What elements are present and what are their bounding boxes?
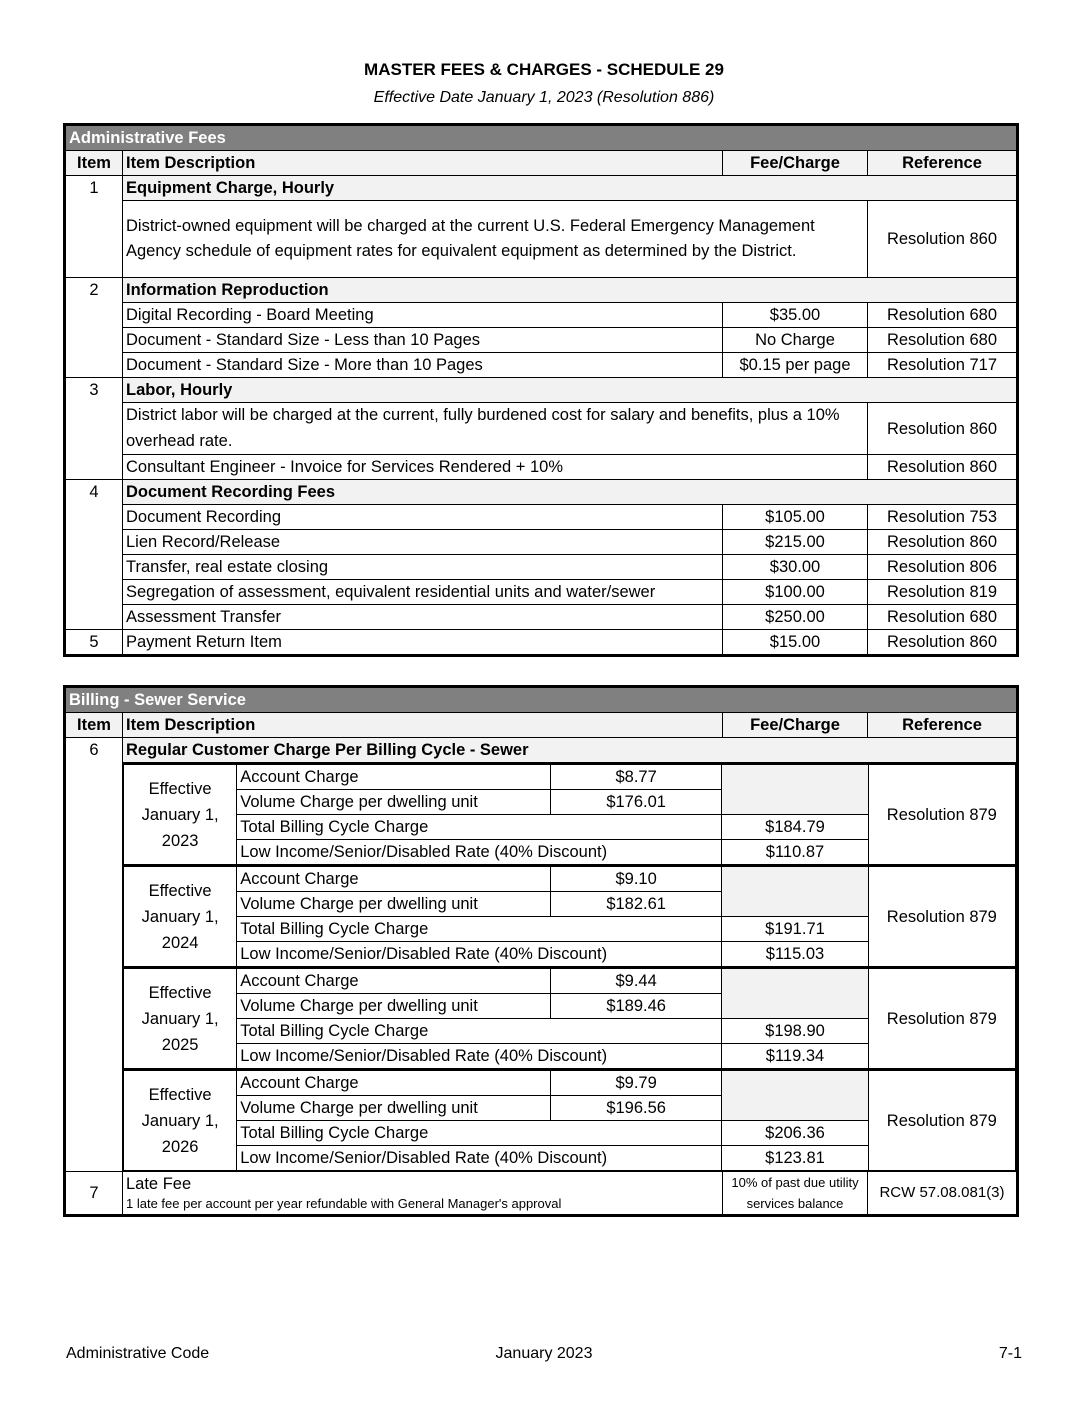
late-fee-note: 1 late fee per account per year refundable with General Manager's approval <box>126 1196 562 1211</box>
row-description: Payment Return Item <box>123 630 723 656</box>
column-header-item: Item <box>65 713 123 738</box>
page-subtitle: Effective Date January 1, 2023 (Resolution 886) <box>373 89 715 106</box>
group-title: Labor, Hourly <box>123 378 1018 403</box>
column-header-reference: Reference <box>868 713 1018 738</box>
fee-cell: $30.00 <box>723 555 868 580</box>
row-description: Document - Standard Size - Less than 10 Pages <box>123 328 723 353</box>
low-income-rate-label: Low Income/Senior/Disabled Rate (40% Discount) <box>237 840 722 866</box>
reference-cell: Resolution 860 <box>868 455 1018 480</box>
column-header-fee: Fee/Charge <box>723 713 868 738</box>
account-charge-label: Account Charge <box>237 764 551 790</box>
volume-charge-label: Volume Charge per dwelling unit <box>237 1096 551 1121</box>
reference-cell: Resolution 860 <box>868 403 1018 455</box>
fee-cell: $250.00 <box>723 605 868 630</box>
row-description: Digital Recording - Board Meeting <box>123 303 723 328</box>
effective-date: Effective January 1, 2026 <box>124 1070 237 1171</box>
total-charge-value: $191.71 <box>722 917 868 942</box>
item-number: 7 <box>65 1172 123 1216</box>
item-number: 5 <box>65 630 123 656</box>
page-title: MASTER FEES & CHARGES - SCHEDULE 29 <box>364 60 724 79</box>
volume-charge-label: Volume Charge per dwelling unit <box>237 994 551 1019</box>
footer-center: January 2023 <box>495 1345 593 1362</box>
fee-cell: $105.00 <box>723 505 868 530</box>
late-fee-title: Late Fee <box>126 1175 192 1193</box>
reference-cell: Resolution 806 <box>868 555 1018 580</box>
row-description: Lien Record/Release <box>123 530 723 555</box>
volume-charge-label: Volume Charge per dwelling unit <box>237 790 551 815</box>
effective-date: Effective January 1, 2023 <box>124 764 237 866</box>
total-charge-label: Total Billing Cycle Charge <box>237 917 722 942</box>
reference-cell: Resolution 879 <box>868 968 1015 1070</box>
account-charge-label: Account Charge <box>237 968 551 994</box>
administrative-fees-table <box>63 123 1019 657</box>
group-title: Regular Customer Charge Per Billing Cycle - Sewer <box>123 738 1018 763</box>
low-income-rate-value: $115.03 <box>722 942 868 968</box>
low-income-rate-label: Low Income/Senior/Disabled Rate (40% Discount) <box>237 1146 722 1171</box>
column-header-description: Item Description <box>123 713 723 738</box>
total-charge-value: $206.36 <box>722 1121 868 1146</box>
reference-cell: Resolution 753 <box>868 505 1018 530</box>
row-description: Document - Standard Size - More than 10 Pages <box>123 353 723 378</box>
total-charge-value: $184.79 <box>722 815 868 840</box>
reference-cell: Resolution 680 <box>868 303 1018 328</box>
reference-cell: Resolution 879 <box>868 764 1015 866</box>
fee-cell: 10% of past due utility services balance <box>723 1172 868 1216</box>
group-text: District-owned equipment will be charged at the current U.S. Federal Emergency Management Agency schedule of equipment rates for equivalent equipment as determined by the District. <box>123 201 868 278</box>
item-number: 4 <box>65 480 123 505</box>
item-number: 2 <box>65 278 123 303</box>
reference-cell: Resolution 860 <box>868 630 1018 656</box>
row-description: Document Recording <box>123 505 723 530</box>
low-income-rate-value: $119.34 <box>722 1044 868 1070</box>
group-title: Information Reproduction <box>123 278 1018 303</box>
fee-cell: $15.00 <box>723 630 868 656</box>
reference-cell: Resolution 819 <box>868 580 1018 605</box>
item-number: 1 <box>65 176 123 201</box>
volume-charge-value: $182.61 <box>550 892 721 917</box>
column-header-description: Item Description <box>123 151 723 176</box>
total-charge-value: $198.90 <box>722 1019 868 1044</box>
fee-cell: $0.15 per page <box>723 353 868 378</box>
section-title-administrative: Administrative Fees <box>65 125 1018 151</box>
group-text: District labor will be charged at the current, fully burdened cost for salary and benefits, plus a 10% overhead rate. <box>123 403 868 455</box>
group-title: Document Recording Fees <box>123 480 1018 505</box>
footer-left: Administrative Code <box>66 1345 210 1362</box>
group-title: Equipment Charge, Hourly <box>123 176 1018 201</box>
item-number: 3 <box>65 378 123 403</box>
effective-date: Effective January 1, 2024 <box>124 866 237 968</box>
row-description: Assessment Transfer <box>123 605 723 630</box>
row-description: Transfer, real estate closing <box>123 555 723 580</box>
reference-cell: Resolution 879 <box>868 1070 1015 1171</box>
low-income-rate-value: $123.81 <box>722 1146 868 1171</box>
row-description: Segregation of assessment, equivalent residential units and water/sewer <box>123 580 723 605</box>
account-charge-label: Account Charge <box>237 866 551 892</box>
low-income-rate-label: Low Income/Senior/Disabled Rate (40% Discount) <box>237 1044 722 1070</box>
fee-cell: No Charge <box>723 328 868 353</box>
item-number: 6 <box>65 738 123 763</box>
account-charge-value: $9.44 <box>550 968 721 994</box>
row-description: Consultant Engineer - Invoice for Services Rendered + 10% <box>123 455 868 480</box>
column-header-fee: Fee/Charge <box>723 151 868 176</box>
low-income-rate-value: $110.87 <box>722 840 868 866</box>
fee-cell: $35.00 <box>723 303 868 328</box>
fee-cell: $215.00 <box>723 530 868 555</box>
reference-cell: Resolution 680 <box>868 605 1018 630</box>
low-income-rate-label: Low Income/Senior/Disabled Rate (40% Discount) <box>237 942 722 968</box>
account-charge-label: Account Charge <box>237 1070 551 1096</box>
reference-cell: Resolution 717 <box>868 353 1018 378</box>
reference-cell: Resolution 860 <box>868 201 1018 278</box>
total-charge-label: Total Billing Cycle Charge <box>237 815 722 840</box>
effective-date: Effective January 1, 2025 <box>124 968 237 1070</box>
volume-charge-value: $196.56 <box>550 1096 721 1121</box>
total-charge-label: Total Billing Cycle Charge <box>237 1019 722 1044</box>
reference-cell: Resolution 879 <box>868 866 1015 968</box>
volume-charge-value: $176.01 <box>550 790 721 815</box>
account-charge-value: $9.79 <box>550 1070 721 1096</box>
total-charge-label: Total Billing Cycle Charge <box>237 1121 722 1146</box>
volume-charge-value: $189.46 <box>550 994 721 1019</box>
billing-sewer-table <box>63 685 1019 1217</box>
footer-page-number: 7-1 <box>998 1345 1022 1362</box>
section-title-billing: Billing - Sewer Service <box>65 687 1018 713</box>
volume-charge-label: Volume Charge per dwelling unit <box>237 892 551 917</box>
rate-periods <box>123 763 1016 1171</box>
column-header-reference: Reference <box>868 151 1018 176</box>
account-charge-value: $8.77 <box>550 764 721 790</box>
fee-cell: $100.00 <box>723 580 868 605</box>
reference-cell: RCW 57.08.081(3) <box>868 1172 1018 1216</box>
column-header-item: Item <box>65 151 123 176</box>
reference-cell: Resolution 860 <box>868 530 1018 555</box>
account-charge-value: $9.10 <box>550 866 721 892</box>
reference-cell: Resolution 680 <box>868 328 1018 353</box>
